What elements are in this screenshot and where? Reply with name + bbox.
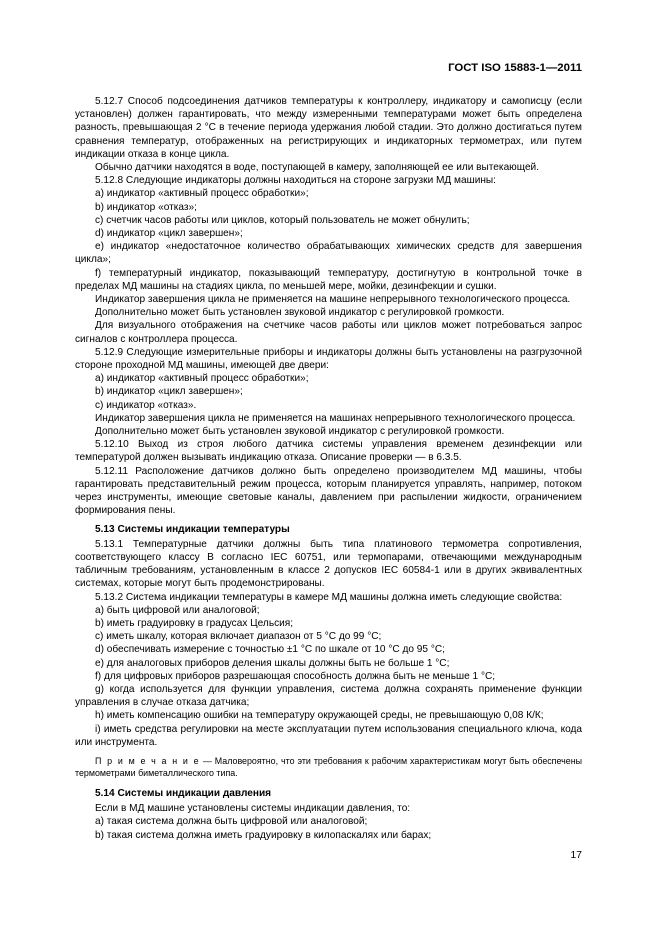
list-item: b) иметь градуировку в градусах Цельсия; <box>95 617 294 629</box>
list-item: с) иметь шкалу, которая включает диапазон от 5 °С до 99 °С; <box>95 631 382 643</box>
list-item: b) индикатор «цикл завершен»; <box>95 386 243 398</box>
list-item: e) индикатор «недостаточное количество обрабатывающих химических средств для завершения цикла»; <box>75 241 582 266</box>
note-text: — Маловероятно, что эти требования к рабочим характеристикам могут быть обеспечены термометрами биметаллического типа. <box>75 755 582 778</box>
list-item: а) индикатор «активный процесс обработки»; <box>95 373 309 385</box>
paragraph: Обычно датчики находятся в воде, поступающей в камеру, заполняющей ее или вытекающей. <box>95 162 539 174</box>
list-item: h) иметь компенсацию ошибки на температуру окружающей среды, не превышающую 0,08 К/К; <box>95 710 544 722</box>
paragraph: 5.13.2 Система индикации температуры в камере МД машины должна иметь следующие свойства: <box>95 591 563 603</box>
list-item: b) такая система должна иметь градуировку в килопаскалях или барах; <box>95 829 432 841</box>
note <box>75 755 582 779</box>
paragraph: Дополнительно может быть установлен звуковой индикатор с регулировкой громкости. <box>95 426 505 438</box>
paragraph: Для визуального отображения на счетчике часов работы или циклов может потребоваться запрос сигналов с контроллера процесса. <box>75 320 582 345</box>
page-content <box>75 95 582 842</box>
list-item: b) индикатор «отказ»; <box>95 201 197 213</box>
paragraph: Индикатор завершения цикла не применяется на машине непрерывного технологического процесса. <box>95 294 571 306</box>
paragraph: 5.12.7 Способ подсоединения датчиков температуры к контроллеру, индикатору и самописцу (если установлен) должен гарантировать, что между измеренными температурами может быть определена разность, превышающая 2 °С в течение периода удержания любой стадии. Это должно достигаться путем сравнения температур, отображенных на регистрирующих и индикаторных термометрах, или путем индикации отказа в конце цикла. <box>75 96 582 160</box>
list-item: а) индикатор «активный процесс обработки»; <box>95 188 309 200</box>
note-label: П р и м е ч а н и е <box>95 755 200 766</box>
document-header: ГОСТ ISO 15883-1—2011 <box>448 62 582 74</box>
paragraph: 5.12.9 Следующие измерительные приборы и индикаторы должны быть установлены на разгрузочной стороне проходной МД машины, имеющей две двери: <box>75 346 582 372</box>
list-item: g) когда используется для функции управления, система должна сохранять применение функции управления в случае отказа датчика; <box>75 683 582 709</box>
list-item: с) счетчик часов работы или циклов, который пользователь не может обнулить; <box>95 214 470 226</box>
paragraph: Дополнительно может быть установлен звуковой индикатор с регулировкой громкости. <box>95 307 505 319</box>
list-item: с) индикатор «отказ». <box>95 399 197 411</box>
list-item: f) температурный индикатор, показывающий температуру, достигнутую в контрольной точке в пределах МД машины на стадиях цикла, по меньшей мере, мойки, дезинфекции и сушки. <box>75 267 582 292</box>
list-item: а) такая система должна быть цифровой или аналоговой; <box>95 816 368 828</box>
paragraph: 5.12.10 Выход из строя любого датчика системы управления временем дезинфекции или температурой должен вызывать индикацию отказа. Описание проверки — в 6.3.5. <box>75 439 582 464</box>
list-item: d) обеспечивать измерение с точностью ±1 °С по шкале от 10 °С до 95 °С; <box>95 644 445 656</box>
paragraph: 5.12.8 Следующие индикаторы должны находиться на стороне загрузки МД машины: <box>95 175 496 187</box>
list-item: f) для цифровых приборов разрешающая способность должна быть не меньше 1 °С; <box>95 670 496 682</box>
paragraph: Если в МД машине установлены системы индикации давления, то: <box>95 803 411 815</box>
list-item: d) индикатор «цикл завершен»; <box>95 228 243 240</box>
list-item: e) для аналоговых приборов деления шкалы должны быть не больше 1 °С; <box>95 657 450 669</box>
section-heading: 5.14 Системы индикации давления <box>95 787 272 799</box>
paragraph: 5.13.1 Температурные датчики должны быть типа платинового термометра сопротивления, соответствующего классу В согласно IEC 60751, или термопарами, отвечающими международным табличным требованиям, установленным в классе 2 допусков IEC 60584-1 или в других эквивалентных системах, которые могут быть продемонстрированы. <box>75 538 582 590</box>
section-heading: 5.13 Системы индикации температуры <box>95 523 290 535</box>
page-number: 17 <box>570 850 582 861</box>
list-item: а) быть цифровой или аналоговой; <box>95 604 260 616</box>
paragraph: Индикатор завершения цикла не применяется на машинах непрерывного технологического процесса. <box>95 412 576 424</box>
paragraph: 5.12.11 Расположение датчиков должно быть определено производителем МД машины, чтобы гарантировать представительный режим процесса, которым планируется управлять, например, потоком через инструменты, имеющие световые каналы, давлением при распылении жидкости, ограничением формирования пены. <box>75 465 582 517</box>
list-item: i) иметь средства регулировки на месте эксплуатации путем использования специального ключа, кода или инструмента. <box>75 723 582 748</box>
